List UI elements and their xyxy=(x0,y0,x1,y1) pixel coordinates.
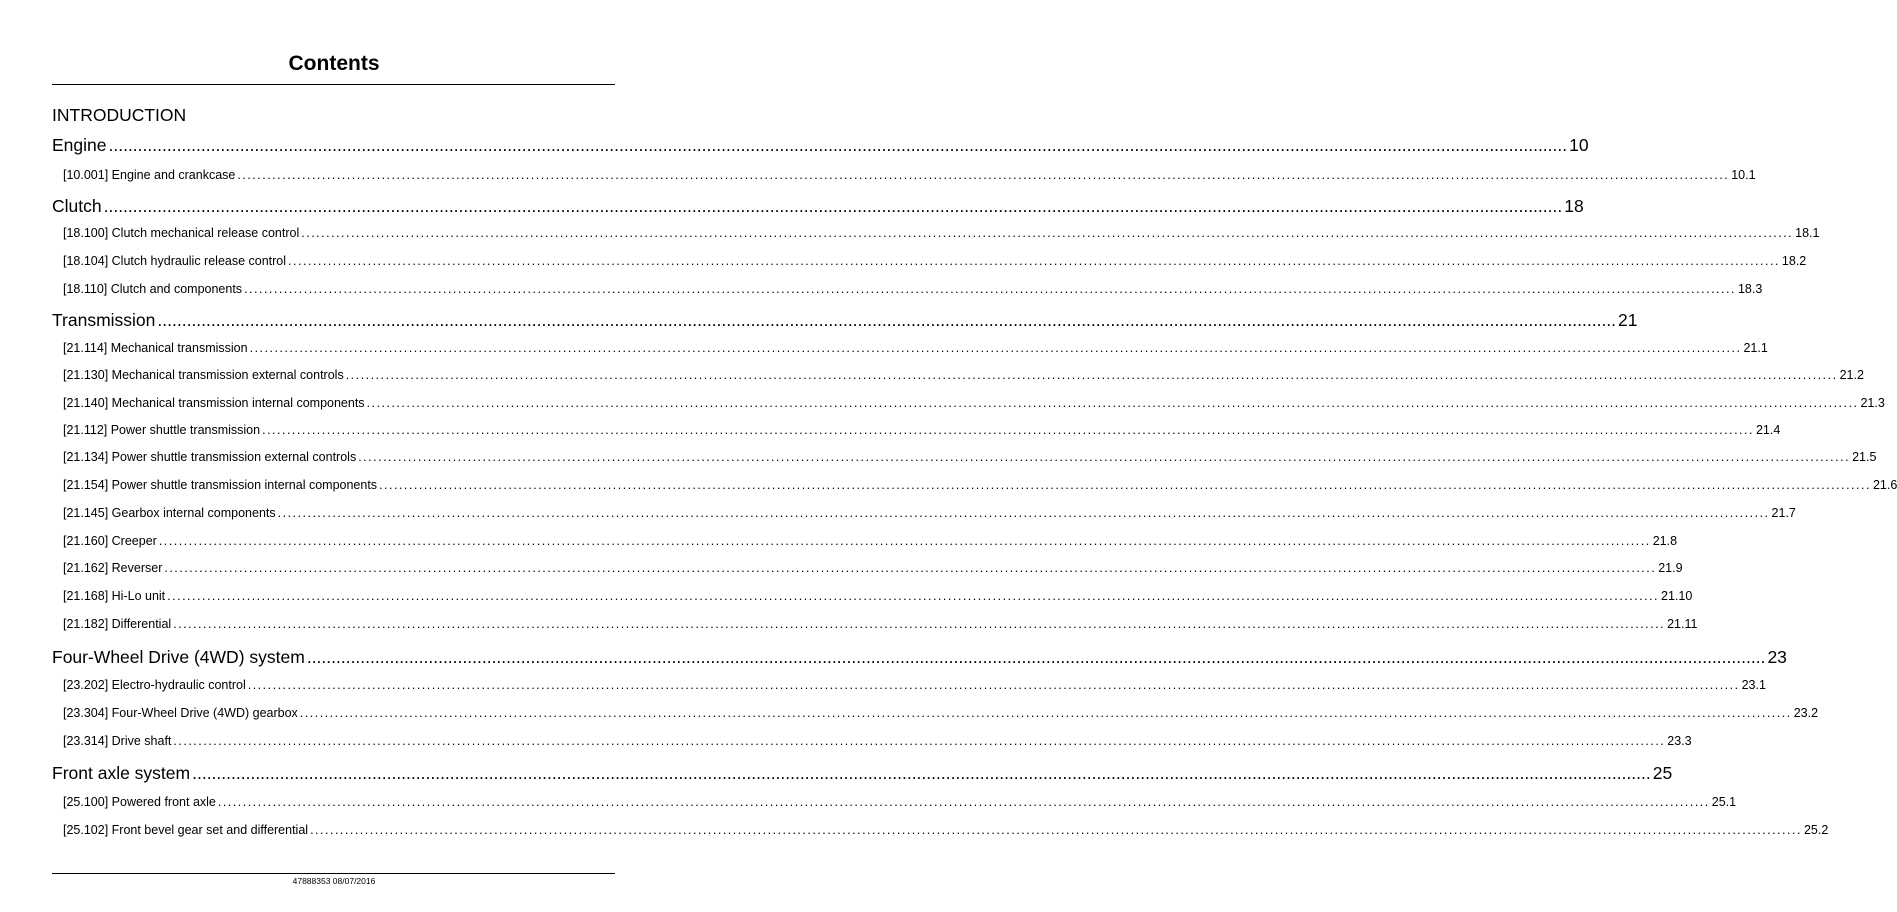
toc-entry-title: [23.304] Four-Wheel Drive (4WD) gearbox xyxy=(63,706,298,720)
toc-subsection-entry[interactable] xyxy=(63,587,1693,605)
toc-entry-title: [21.160] Creeper xyxy=(63,534,157,548)
toc-dot-leader: ............................................................................................................................................................................................................................................................................................................ xyxy=(301,226,1794,240)
footer-document-number: 47888353 08/07/2016 xyxy=(292,876,376,886)
toc-section-entry[interactable] xyxy=(52,194,1584,218)
toc-subsection-entry[interactable] xyxy=(63,224,1820,242)
toc-dot-leader: ............................................................................................................................................................................................................................................................................................................ xyxy=(192,763,1651,783)
toc-page-number: 21.7 xyxy=(1771,506,1796,520)
toc-entry-title: [25.100] Powered front axle xyxy=(63,795,216,809)
toc-entry-title: [21.182] Differential xyxy=(63,617,172,631)
toc-subsection-entry[interactable] xyxy=(63,448,1877,466)
toc-dot-leader: ............................................................................................................................................................................................................................................................................................................ xyxy=(288,254,1780,268)
toc-page-number: 21.9 xyxy=(1658,561,1683,575)
toc-page-number: 18.1 xyxy=(1795,226,1820,240)
toc-entry-title: Clutch xyxy=(52,196,102,216)
toc-dot-leader: ............................................................................................................................................................................................................................................................................................................ xyxy=(244,282,1736,296)
toc-dot-leader: ............................................................................................................................................................................................................................................................................................................ xyxy=(262,423,1754,437)
page-title: Contents xyxy=(288,52,380,75)
toc-page-number: 21.3 xyxy=(1860,396,1885,410)
toc-dot-leader: ............................................................................................................................................................................................................................................................................................................ xyxy=(299,706,1792,720)
toc-dot-leader: ............................................................................................................................................................................................................................................................................................................ xyxy=(167,589,1660,603)
toc-dot-leader: ............................................................................................................................................................................................................................................................................................................ xyxy=(158,534,1651,548)
toc-entry-title: [21.145] Gearbox internal components xyxy=(63,506,276,520)
toc-section-entry[interactable] xyxy=(52,645,1787,669)
toc-subsection-entry[interactable] xyxy=(63,339,1768,357)
toc-subsection-entry[interactable] xyxy=(63,166,1756,184)
toc-page-number: 21.6 xyxy=(1872,478,1897,492)
toc-entry-title: [18.100] Clutch mechanical release control xyxy=(63,226,300,240)
toc-page-number: 21.10 xyxy=(1661,589,1693,603)
toc-page-number: 10.1 xyxy=(1731,168,1756,182)
toc-entry-title: [25.102] Front bevel gear set and differential xyxy=(63,823,309,837)
toc-page-number: 10 xyxy=(1569,135,1589,155)
toc-page-number: 21.2 xyxy=(1839,368,1864,382)
toc-subsection-entry[interactable] xyxy=(63,532,1678,550)
toc-dot-leader: ............................................................................................................................................................................................................................................................................................................ xyxy=(277,506,1770,520)
toc-page-number: 21.1 xyxy=(1743,341,1768,355)
toc-page-number: 25.1 xyxy=(1711,795,1737,809)
toc-page-number: 23.2 xyxy=(1793,706,1819,720)
toc-entry-title: Front axle system xyxy=(52,763,191,783)
toc-subsection-entry[interactable] xyxy=(63,252,1807,270)
toc-page-number: 21.4 xyxy=(1755,423,1781,437)
toc-section-entry[interactable] xyxy=(52,133,1589,157)
toc-dot-leader: ............................................................................................................................................................................................................................................................................................................ xyxy=(358,450,1851,464)
toc-entry-title: [21.112] Power shuttle transmission xyxy=(63,423,261,437)
toc-subsection-entry[interactable] xyxy=(63,394,1885,412)
toc-dot-leader: ............................................................................................................................................................................................................................................................................................................ xyxy=(108,135,1568,155)
toc-dot-leader: ............................................................................................................................................................................................................................................................................................................ xyxy=(164,561,1657,575)
toc-entry-title: [23.202] Electro-hydraulic control xyxy=(63,678,246,692)
footer-divider xyxy=(52,873,615,874)
toc-subsection-entry[interactable] xyxy=(63,704,1819,722)
toc-subsection-entry[interactable] xyxy=(63,504,1796,522)
toc-page-number: 25.2 xyxy=(1803,823,1829,837)
toc-page-number: 23 xyxy=(1767,647,1787,667)
toc-entry-title: Transmission xyxy=(52,310,156,330)
toc-subsection-entry[interactable] xyxy=(63,821,1829,839)
toc-subsection-entry[interactable] xyxy=(63,280,1763,298)
intro-heading[interactable]: INTRODUCTION xyxy=(52,105,187,125)
toc-page-number: 18 xyxy=(1564,196,1584,216)
toc-section-entry[interactable] xyxy=(52,761,1673,785)
toc-subsection-entry[interactable] xyxy=(63,732,1692,750)
toc-dot-leader: ............................................................................................................................................................................................................................................................................................................ xyxy=(157,310,1617,330)
toc-dot-leader: ............................................................................................................................................................................................................................................................................................................ xyxy=(173,617,1666,631)
toc-entry-title: [21.154] Power shuttle transmission internal components xyxy=(63,478,378,492)
toc-entry-title: [21.140] Mechanical transmission internal components xyxy=(63,396,365,410)
toc-page-number: 21.11 xyxy=(1667,617,1698,631)
toc-dot-leader: ............................................................................................................................................................................................................................................................................................................ xyxy=(345,368,1838,382)
toc-page-number: 23.3 xyxy=(1667,734,1692,748)
toc-entry-title: [23.314] Drive shaft xyxy=(63,734,172,748)
toc-entry-title: [18.110] Clutch and components xyxy=(63,282,243,296)
toc-entry-title: [21.114] Mechanical transmission xyxy=(63,341,248,355)
toc-subsection-entry[interactable] xyxy=(63,366,1864,384)
toc-page-number: 21.5 xyxy=(1852,450,1877,464)
toc-entry-title: [21.168] Hi-Lo unit xyxy=(63,589,166,603)
toc-dot-leader: ............................................................................................................................................................................................................................................................................................................ xyxy=(247,678,1740,692)
toc-entry-title: [21.162] Reverser xyxy=(63,561,163,575)
toc-subsection-entry[interactable] xyxy=(63,559,1683,577)
toc-entry-title: [21.134] Power shuttle transmission external controls xyxy=(63,450,357,464)
toc-entry-title: [18.104] Clutch hydraulic release control xyxy=(63,254,287,268)
toc-section-entry[interactable] xyxy=(52,308,1638,332)
toc-entry-title: Four-Wheel Drive (4WD) system xyxy=(52,647,305,667)
toc-dot-leader: ............................................................................................................................................................................................................................................................................................................ xyxy=(379,478,1871,492)
toc-dot-leader: ............................................................................................................................................................................................................................................................................................................ xyxy=(249,341,1742,355)
toc-page-number: 21.8 xyxy=(1652,534,1678,548)
toc-subsection-entry[interactable] xyxy=(63,793,1737,811)
toc-dot-leader: ............................................................................................................................................................................................................................................................................................................ xyxy=(237,168,1730,182)
toc-dot-leader: ............................................................................................................................................................................................................................................................................................................ xyxy=(103,196,1563,216)
toc-page-number: 18.3 xyxy=(1737,282,1763,296)
toc-subsection-entry[interactable] xyxy=(63,676,1766,694)
toc-dot-leader: ............................................................................................................................................................................................................................................................................................................ xyxy=(173,734,1666,748)
toc-entry-title: [10.001] Engine and crankcase xyxy=(63,168,236,182)
toc-dot-leader: ............................................................................................................................................................................................................................................................................................................ xyxy=(366,396,1859,410)
toc-page-number: 18.2 xyxy=(1781,254,1807,268)
toc-page-number: 21 xyxy=(1618,310,1638,330)
toc-dot-leader: ............................................................................................................................................................................................................................................................................................................ xyxy=(310,823,1802,837)
toc-page-number: 23.1 xyxy=(1741,678,1766,692)
toc-entry-title: Engine xyxy=(52,135,107,155)
toc-entry-title: [21.130] Mechanical transmission external controls xyxy=(63,368,344,382)
toc-dot-leader: ............................................................................................................................................................................................................................................................................................................ xyxy=(217,795,1710,809)
toc-subsection-entry[interactable] xyxy=(63,421,1781,439)
toc-subsection-entry[interactable] xyxy=(63,476,1897,494)
toc-dot-leader: ............................................................................................................................................................................................................................................................................................................ xyxy=(306,647,1766,667)
toc-page-number: 25 xyxy=(1652,763,1673,783)
toc-subsection-entry[interactable] xyxy=(63,615,1698,633)
